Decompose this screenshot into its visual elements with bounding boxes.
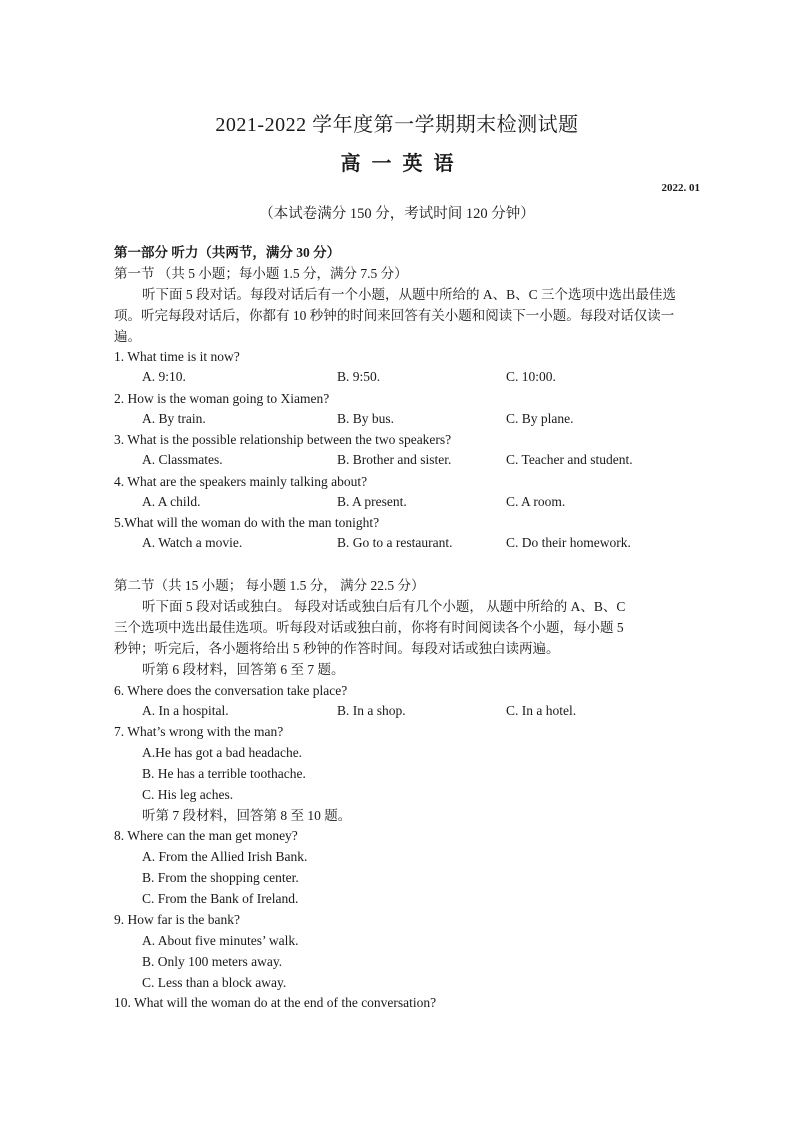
- option-a: A. Classmates.: [142, 452, 223, 467]
- option-a: A. A child.: [142, 494, 201, 509]
- option-c: C. His leg aches.: [142, 787, 234, 802]
- option-c: C. Teacher and student.: [506, 452, 633, 467]
- option-b: B. Brother and sister.: [337, 452, 452, 467]
- question-5: 5.What will the woman do with the man tonight?: [114, 515, 380, 530]
- option-b: B. From the shopping center.: [142, 870, 299, 885]
- question-8: 8. Where can the man get money?: [114, 828, 298, 843]
- section1-instruction: 听下面 5 段对话。每段对话后有一个小题，从题中所给的 A、B、C 三个选项中选出最佳选: [142, 287, 677, 302]
- exam-note: （本试卷满分 150 分，考试时间 120 分钟）: [259, 206, 535, 222]
- option-a: A. 9:10.: [142, 369, 186, 384]
- exam-title: 2021-2022 学年度第一学期期末检测试题: [215, 114, 579, 136]
- exam-subject: 高 一 英 语: [340, 153, 454, 175]
- material-7-note: 听第 7 段材料，回答第 8 至 10 题。: [142, 808, 352, 823]
- option-c: C. By plane.: [506, 411, 574, 426]
- part1-heading: 第一部分 听力（共两节，满分 30 分）: [114, 245, 341, 260]
- section2-instruction: 听下面 5 段对话或独白。 每段对话或独白后有几个小题， 从题中所给的 A、B、C: [142, 599, 626, 614]
- question-7: 7. What’s wrong with the man?: [114, 724, 284, 739]
- section1-instruction: 遍。: [114, 329, 141, 344]
- question-10: 10. What will the woman do at the end of the conversation?: [114, 995, 437, 1010]
- option-c: C. From the Bank of Ireland.: [142, 891, 299, 906]
- option-b: B. He has a terrible toothache.: [142, 766, 306, 781]
- option-a: A. In a hospital.: [142, 703, 229, 718]
- option-c: C. In a hotel.: [506, 703, 577, 718]
- question-4: 4. What are the speakers mainly talking about?: [114, 474, 368, 489]
- question-3: 3. What is the possible relationship between the two speakers?: [114, 432, 452, 447]
- option-a: A.He has got a bad headache.: [142, 745, 303, 760]
- section1-instruction: 项。听完每段对话后，你都有 10 秒钟的时间来回答有关小题和阅读下一小题。每段对话仅读一: [114, 308, 675, 323]
- option-a: A. By train.: [142, 411, 206, 426]
- question-9: 9. How far is the bank?: [114, 912, 240, 927]
- option-c: C. A room.: [506, 494, 566, 509]
- option-a: A. Watch a movie.: [142, 535, 243, 550]
- option-a: A. From the Allied Irish Bank.: [142, 849, 308, 864]
- option-b: B. By bus.: [337, 411, 395, 426]
- exam-date: 2022. 01: [661, 182, 700, 194]
- question-1: 1. What time is it now?: [114, 349, 240, 364]
- section1-heading: 第一节 （共 5 小题；每小题 1.5 分，满分 7.5 分）: [114, 266, 408, 281]
- option-c: C. 10:00.: [506, 369, 556, 384]
- option-c: C. Less than a block away.: [142, 975, 287, 990]
- question-6: 6. Where does the conversation take place?: [114, 683, 348, 698]
- material-6-note: 听第 6 段材料，回答第 6 至 7 题。: [142, 662, 345, 677]
- option-b: B. A present.: [337, 494, 407, 509]
- section2-instruction: 秒钟；听完后，各小题将给出 5 秒钟的作答时间。每段对话或独白读两遍。: [114, 641, 560, 656]
- option-b: B. Only 100 meters away.: [142, 954, 283, 969]
- option-a: A. About five minutes’ walk.: [142, 933, 299, 948]
- option-b: B. In a shop.: [337, 703, 406, 718]
- option-c: C. Do their homework.: [506, 535, 631, 550]
- question-2: 2. How is the woman going to Xiamen?: [114, 391, 330, 406]
- section2-instruction: 三个选项中选出最佳选项。听每段对话或独白前，你将有时间阅读各个小题，每小题 5: [114, 620, 624, 635]
- option-b: B. 9:50.: [337, 369, 381, 384]
- section2-heading: 第二节（共 15 小题； 每小题 1.5 分， 满分 22.5 分）: [114, 578, 425, 593]
- option-b: B. Go to a restaurant.: [337, 535, 453, 550]
